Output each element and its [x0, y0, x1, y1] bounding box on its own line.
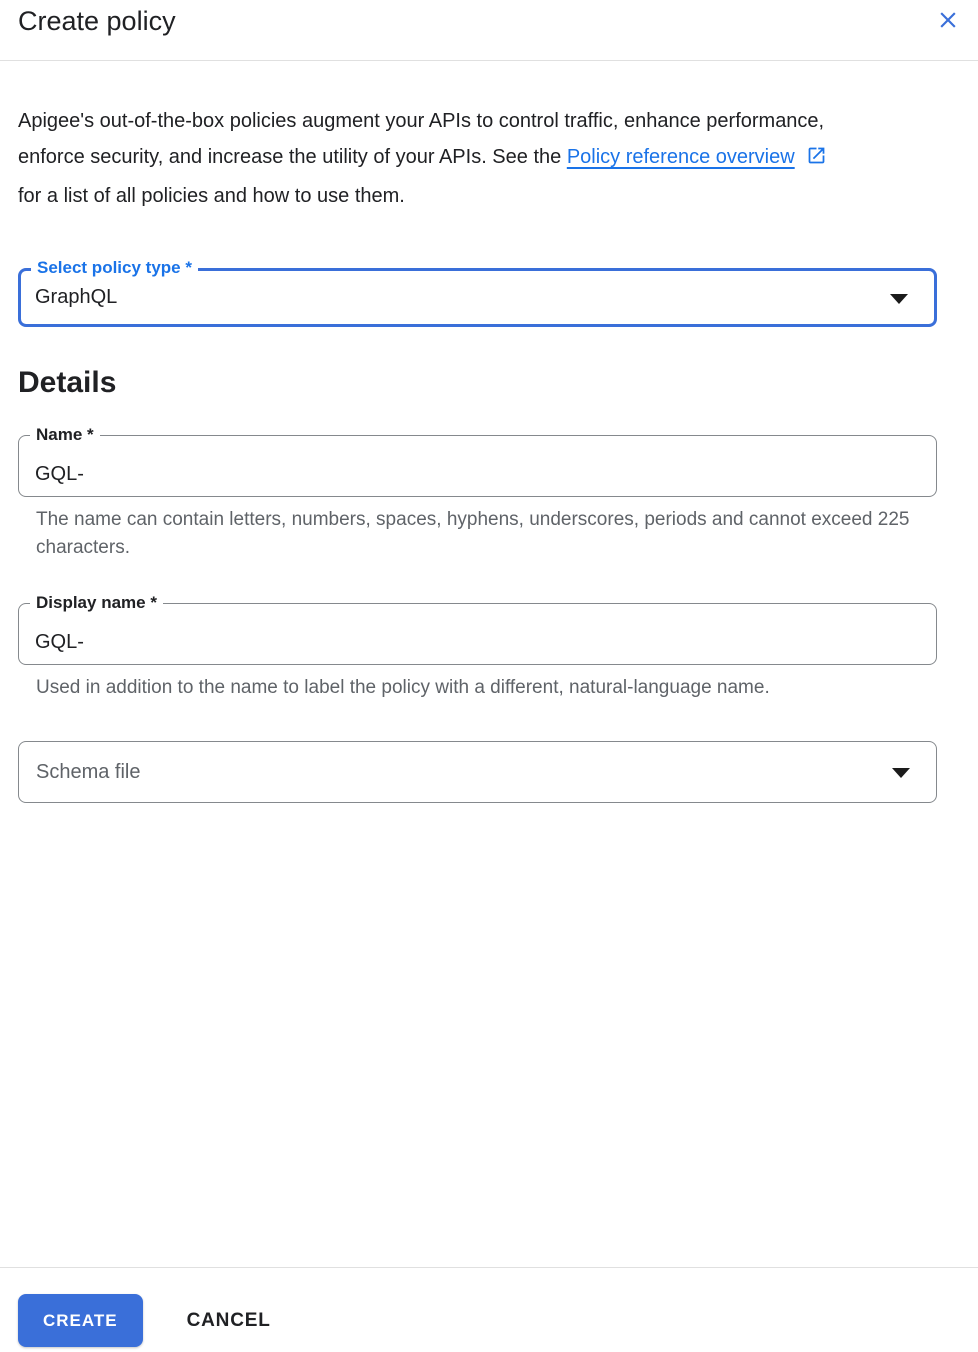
schema-file-label: Schema file — [36, 760, 141, 783]
display-name-field-label: Display name * — [30, 593, 163, 613]
display-name-field — [18, 593, 937, 665]
policy-type-value: GraphQL — [35, 286, 118, 308]
details-heading: Details — [18, 366, 117, 399]
intro-paragraph — [18, 103, 960, 214]
name-field — [18, 425, 937, 497]
cancel-button[interactable]: CANCEL — [187, 1294, 271, 1347]
name-field-label: Name * — [30, 425, 100, 445]
intro-line-3: for a list of all policies and how to use them. — [18, 185, 405, 207]
open-in-new-icon — [801, 149, 828, 171]
policy-type-select[interactable] — [18, 258, 937, 327]
name-helper-text: The name can contain letters, numbers, spaces, hyphens, underscores, periods and cannot exceed 225 characters. — [36, 509, 910, 558]
create-button[interactable]: CREATE — [18, 1294, 143, 1347]
close-button[interactable] — [934, 7, 962, 35]
dropdown-arrow-icon — [890, 294, 908, 304]
dropdown-arrow-icon — [892, 768, 910, 778]
intro-line-1: Apigee's out-of-the-box policies augment your APIs to control traffic, enhance performance, — [18, 110, 825, 132]
schema-file-select[interactable] — [18, 741, 937, 803]
dialog-header — [0, 0, 978, 61]
dialog-title: Create policy — [18, 6, 176, 36]
display-name-input[interactable] — [19, 604, 936, 664]
name-input[interactable] — [19, 436, 936, 496]
display-name-helper-text: Used in addition to the name to label the policy with a different, natural-language name. — [36, 677, 770, 698]
policy-reference-link[interactable]: Policy reference overview — [566, 146, 795, 168]
policy-type-label: Select policy type * — [31, 258, 198, 278]
dialog-footer — [0, 1267, 978, 1352]
intro-line-2: enforce security, and increase the utility of your APIs. See the — [18, 146, 567, 168]
close-icon — [935, 21, 961, 36]
